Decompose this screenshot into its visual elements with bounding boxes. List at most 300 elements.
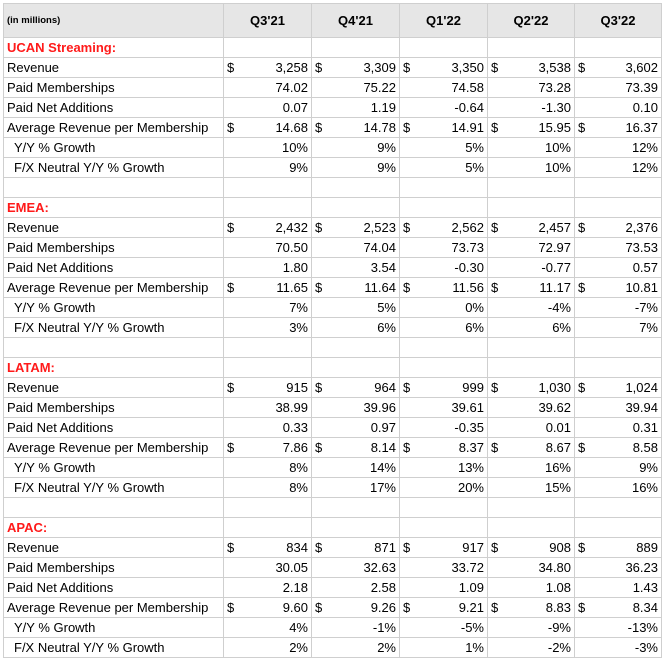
value-cell: 1.08 [488, 578, 575, 598]
value-cell: 0.31 [575, 418, 662, 438]
row-label-average-revenue-per-membership: Average Revenue per Membership [4, 598, 224, 618]
empty-cell [400, 198, 488, 218]
value-cell [488, 378, 575, 398]
currency-cell [315, 540, 396, 555]
empty-cell [312, 198, 400, 218]
currency-cell [491, 440, 571, 455]
currency-symbol: $ [315, 120, 323, 135]
empty-cell [224, 198, 312, 218]
table-row [4, 458, 662, 478]
currency-cell [403, 540, 484, 555]
empty-cell [575, 178, 662, 198]
empty-cell [4, 178, 224, 198]
currency-cell [491, 600, 571, 615]
region-header-row [4, 38, 662, 58]
empty-cell [488, 178, 575, 198]
currency-symbol: $ [578, 540, 586, 555]
currency-cell [227, 600, 308, 615]
row-label-y-y-growth: Y/Y % Growth [4, 138, 224, 158]
value-cell: 7% [575, 318, 662, 338]
currency-symbol: $ [315, 220, 323, 235]
table-row [4, 638, 662, 658]
cell-value: 2,376 [625, 220, 658, 235]
cell-value: 8.37 [458, 440, 484, 455]
value-cell: 38.99 [224, 398, 312, 418]
value-cell [400, 598, 488, 618]
cell-value: 2,562 [451, 220, 484, 235]
table-row [4, 298, 662, 318]
value-cell [575, 598, 662, 618]
table-row [4, 78, 662, 98]
value-cell: 10% [488, 158, 575, 178]
currency-symbol: $ [227, 60, 235, 75]
row-label-f-x-neutral-y-y-growth: F/X Neutral Y/Y % Growth [4, 158, 224, 178]
currency-symbol: $ [578, 120, 586, 135]
currency-symbol: $ [227, 220, 235, 235]
cell-value: 8.67 [545, 440, 571, 455]
currency-symbol: $ [315, 60, 323, 75]
value-cell: 2.58 [312, 578, 400, 598]
value-cell: 6% [400, 318, 488, 338]
value-cell [575, 278, 662, 298]
value-cell [224, 598, 312, 618]
empty-cell [224, 358, 312, 378]
cell-value: 10.81 [625, 280, 658, 295]
value-cell: 73.53 [575, 238, 662, 258]
quarter-header: Q3'22 [575, 4, 662, 38]
value-cell: -0.30 [400, 258, 488, 278]
currency-symbol: $ [403, 540, 411, 555]
value-cell [312, 278, 400, 298]
currency-symbol: $ [491, 220, 499, 235]
currency-symbol: $ [491, 540, 499, 555]
cell-value: 8.14 [370, 440, 396, 455]
empty-cell [575, 38, 662, 58]
table-row [4, 438, 662, 458]
cell-value: 917 [462, 540, 484, 555]
value-cell: 72.97 [488, 238, 575, 258]
currency-cell [491, 280, 571, 295]
value-cell: 4% [224, 618, 312, 638]
value-cell [224, 378, 312, 398]
cell-value: 1,030 [538, 380, 571, 395]
value-cell: -9% [488, 618, 575, 638]
currency-cell [227, 380, 308, 395]
region-header-row [4, 518, 662, 538]
currency-cell [491, 120, 571, 135]
currency-symbol: $ [227, 380, 235, 395]
cell-value: 2,432 [275, 220, 308, 235]
row-label-paid-net-additions: Paid Net Additions [4, 578, 224, 598]
cell-value: 11.64 [364, 280, 396, 295]
currency-symbol: $ [403, 380, 411, 395]
table-row [4, 258, 662, 278]
value-cell: 2% [312, 638, 400, 658]
empty-cell [400, 338, 488, 358]
currency-symbol: $ [315, 280, 323, 295]
table-row [4, 238, 662, 258]
value-cell: 10% [488, 138, 575, 158]
empty-cell [312, 498, 400, 518]
regional-metrics-table [3, 3, 662, 658]
currency-symbol: $ [227, 440, 235, 455]
spacer-row [4, 338, 662, 358]
currency-cell [315, 380, 396, 395]
empty-cell [224, 38, 312, 58]
value-cell [312, 218, 400, 238]
value-cell [400, 218, 488, 238]
currency-symbol: $ [491, 280, 499, 295]
value-cell [312, 378, 400, 398]
value-cell [575, 58, 662, 78]
currency-cell [227, 60, 308, 75]
cell-value: 9.26 [370, 600, 396, 615]
cell-value: 3,258 [275, 60, 308, 75]
value-cell: -1.30 [488, 98, 575, 118]
currency-symbol: $ [315, 380, 323, 395]
cell-value: 11.56 [452, 280, 484, 295]
value-cell [575, 378, 662, 398]
value-cell [312, 118, 400, 138]
value-cell: -0.35 [400, 418, 488, 438]
value-cell: 0.97 [312, 418, 400, 438]
currency-cell [491, 60, 571, 75]
value-cell [224, 278, 312, 298]
header-row [4, 4, 662, 38]
value-cell: -1% [312, 618, 400, 638]
value-cell: 9% [575, 458, 662, 478]
value-cell: 0.07 [224, 98, 312, 118]
value-cell: 1.43 [575, 578, 662, 598]
value-cell: 1.80 [224, 258, 312, 278]
currency-symbol: $ [315, 440, 323, 455]
value-cell: 10% [224, 138, 312, 158]
empty-cell [312, 178, 400, 198]
cell-value: 915 [286, 380, 308, 395]
value-cell: 9% [312, 138, 400, 158]
currency-symbol: $ [403, 60, 411, 75]
value-cell: 8% [224, 478, 312, 498]
cell-value: 1,024 [625, 380, 658, 395]
value-cell: 2% [224, 638, 312, 658]
cell-value: 11.17 [539, 280, 571, 295]
value-cell: 1.19 [312, 98, 400, 118]
value-cell: 5% [400, 138, 488, 158]
value-cell: 39.62 [488, 398, 575, 418]
value-cell [224, 118, 312, 138]
cell-value: 8.83 [545, 600, 571, 615]
row-label-revenue: Revenue [4, 58, 224, 78]
value-cell: 14% [312, 458, 400, 478]
row-label-f-x-neutral-y-y-growth: F/X Neutral Y/Y % Growth [4, 318, 224, 338]
unit-label: (in millions) [4, 4, 224, 38]
value-cell [224, 538, 312, 558]
row-label-average-revenue-per-membership: Average Revenue per Membership [4, 278, 224, 298]
region-name-latam: LATAM: [4, 358, 224, 378]
currency-cell [403, 440, 484, 455]
region-header-row [4, 198, 662, 218]
value-cell: 2.18 [224, 578, 312, 598]
cell-value: 3,350 [451, 60, 484, 75]
table-row [4, 618, 662, 638]
table-row [4, 318, 662, 338]
row-label-f-x-neutral-y-y-growth: F/X Neutral Y/Y % Growth [4, 478, 224, 498]
currency-cell [578, 600, 658, 615]
quarter-header: Q1'22 [400, 4, 488, 38]
empty-cell [575, 358, 662, 378]
empty-cell [312, 338, 400, 358]
value-cell [312, 58, 400, 78]
value-cell: 5% [400, 158, 488, 178]
currency-symbol: $ [491, 440, 499, 455]
row-label-f-x-neutral-y-y-growth: F/X Neutral Y/Y % Growth [4, 638, 224, 658]
currency-cell [491, 540, 571, 555]
quarter-header: Q2'22 [488, 4, 575, 38]
cell-value: 8.58 [632, 440, 658, 455]
value-cell: 3.54 [312, 258, 400, 278]
value-cell: 30.05 [224, 558, 312, 578]
table-row [4, 578, 662, 598]
value-cell: 39.94 [575, 398, 662, 418]
currency-cell [578, 220, 658, 235]
empty-cell [224, 498, 312, 518]
value-cell: 74.58 [400, 78, 488, 98]
value-cell [400, 118, 488, 138]
value-cell: 12% [575, 158, 662, 178]
value-cell: 32.63 [312, 558, 400, 578]
table-row [4, 138, 662, 158]
value-cell: 0.57 [575, 258, 662, 278]
cell-value: 871 [374, 540, 396, 555]
cell-value: 8.34 [632, 600, 658, 615]
currency-symbol: $ [403, 600, 411, 615]
empty-cell [400, 358, 488, 378]
currency-cell [578, 540, 658, 555]
currency-cell [403, 600, 484, 615]
cell-value: 7.86 [282, 440, 308, 455]
value-cell [400, 58, 488, 78]
value-cell: -5% [400, 618, 488, 638]
currency-symbol: $ [491, 120, 499, 135]
spacer-row [4, 498, 662, 518]
value-cell [575, 438, 662, 458]
row-label-paid-memberships: Paid Memberships [4, 558, 224, 578]
currency-symbol: $ [403, 440, 411, 455]
currency-cell [403, 380, 484, 395]
value-cell [488, 58, 575, 78]
cell-value: 3,309 [363, 60, 396, 75]
spacer-row [4, 178, 662, 198]
row-label-paid-net-additions: Paid Net Additions [4, 418, 224, 438]
value-cell: 73.73 [400, 238, 488, 258]
empty-cell [488, 38, 575, 58]
empty-cell [400, 498, 488, 518]
row-label-average-revenue-per-membership: Average Revenue per Membership [4, 438, 224, 458]
value-cell: 9% [312, 158, 400, 178]
value-cell: 6% [312, 318, 400, 338]
empty-cell [575, 338, 662, 358]
value-cell: -2% [488, 638, 575, 658]
value-cell [224, 58, 312, 78]
currency-cell [403, 220, 484, 235]
cell-value: 14.91 [451, 120, 484, 135]
empty-cell [224, 178, 312, 198]
cell-value: 3,602 [625, 60, 658, 75]
value-cell: 7% [224, 298, 312, 318]
value-cell [400, 378, 488, 398]
currency-cell [315, 600, 396, 615]
cell-value: 889 [636, 540, 658, 555]
value-cell [488, 598, 575, 618]
currency-cell [403, 120, 484, 135]
currency-symbol: $ [578, 60, 586, 75]
cell-value: 14.78 [363, 120, 396, 135]
currency-cell [315, 60, 396, 75]
empty-cell [224, 518, 312, 538]
value-cell [312, 438, 400, 458]
currency-cell [578, 120, 658, 135]
empty-cell [4, 498, 224, 518]
table-row [4, 218, 662, 238]
cell-value: 999 [462, 380, 484, 395]
empty-cell [400, 38, 488, 58]
value-cell: 0.10 [575, 98, 662, 118]
value-cell [488, 538, 575, 558]
empty-cell [488, 518, 575, 538]
currency-symbol: $ [403, 220, 411, 235]
row-label-y-y-growth: Y/Y % Growth [4, 298, 224, 318]
value-cell: 34.80 [488, 558, 575, 578]
value-cell: 39.96 [312, 398, 400, 418]
table-row [4, 98, 662, 118]
value-cell: 1.09 [400, 578, 488, 598]
row-label-revenue: Revenue [4, 378, 224, 398]
table-body [4, 4, 662, 658]
currency-symbol: $ [227, 600, 235, 615]
cell-value: 3,538 [538, 60, 571, 75]
value-cell: 74.04 [312, 238, 400, 258]
table-row [4, 398, 662, 418]
value-cell: 39.61 [400, 398, 488, 418]
row-label-revenue: Revenue [4, 538, 224, 558]
value-cell [312, 598, 400, 618]
value-cell: 33.72 [400, 558, 488, 578]
empty-cell [400, 518, 488, 538]
region-name-ucan-streaming: UCAN Streaming: [4, 38, 224, 58]
currency-symbol: $ [315, 540, 323, 555]
row-label-paid-memberships: Paid Memberships [4, 238, 224, 258]
value-cell: 15% [488, 478, 575, 498]
currency-cell [315, 120, 396, 135]
value-cell [400, 438, 488, 458]
cell-value: 9.21 [458, 600, 484, 615]
table-row [4, 158, 662, 178]
value-cell [400, 538, 488, 558]
value-cell: 5% [312, 298, 400, 318]
table-row [4, 378, 662, 398]
empty-cell [312, 38, 400, 58]
currency-cell [578, 380, 658, 395]
value-cell: 9% [224, 158, 312, 178]
empty-cell [575, 198, 662, 218]
table-row [4, 58, 662, 78]
value-cell [575, 218, 662, 238]
empty-cell [575, 518, 662, 538]
empty-cell [312, 358, 400, 378]
empty-cell [488, 198, 575, 218]
value-cell [224, 438, 312, 458]
value-cell [488, 218, 575, 238]
value-cell: 3% [224, 318, 312, 338]
cell-value: 964 [374, 380, 396, 395]
currency-cell [315, 440, 396, 455]
currency-symbol: $ [403, 120, 411, 135]
value-cell: 73.39 [575, 78, 662, 98]
currency-cell [578, 440, 658, 455]
empty-cell [575, 498, 662, 518]
currency-cell [315, 280, 396, 295]
currency-cell [315, 220, 396, 235]
empty-cell [488, 498, 575, 518]
value-cell: 75.22 [312, 78, 400, 98]
empty-cell [400, 178, 488, 198]
currency-symbol: $ [578, 600, 586, 615]
value-cell: 13% [400, 458, 488, 478]
currency-cell [491, 380, 571, 395]
currency-cell [227, 440, 308, 455]
cell-value: 14.68 [275, 120, 308, 135]
value-cell: 73.28 [488, 78, 575, 98]
value-cell: 70.50 [224, 238, 312, 258]
value-cell: 1% [400, 638, 488, 658]
cell-value: 2,457 [538, 220, 571, 235]
value-cell: -0.77 [488, 258, 575, 278]
value-cell: 0% [400, 298, 488, 318]
value-cell [488, 438, 575, 458]
value-cell [575, 538, 662, 558]
cell-value: 15.95 [538, 120, 571, 135]
value-cell: 8% [224, 458, 312, 478]
region-name-emea: EMEA: [4, 198, 224, 218]
value-cell: 74.02 [224, 78, 312, 98]
empty-cell [312, 518, 400, 538]
value-cell [400, 278, 488, 298]
region-header-row [4, 358, 662, 378]
currency-cell [403, 60, 484, 75]
currency-cell [578, 280, 658, 295]
value-cell: -0.64 [400, 98, 488, 118]
row-label-y-y-growth: Y/Y % Growth [4, 618, 224, 638]
empty-cell [4, 338, 224, 358]
currency-cell [227, 280, 308, 295]
cell-value: 834 [286, 540, 308, 555]
currency-cell [403, 280, 484, 295]
currency-symbol: $ [578, 380, 586, 395]
row-label-paid-net-additions: Paid Net Additions [4, 258, 224, 278]
cell-value: 16.37 [625, 120, 658, 135]
currency-cell [491, 220, 571, 235]
table-row [4, 118, 662, 138]
table-row [4, 418, 662, 438]
row-label-paid-net-additions: Paid Net Additions [4, 98, 224, 118]
region-name-apac: APAC: [4, 518, 224, 538]
currency-symbol: $ [227, 120, 235, 135]
table-row [4, 278, 662, 298]
empty-cell [224, 338, 312, 358]
value-cell: 16% [488, 458, 575, 478]
table-row [4, 478, 662, 498]
cell-value: 908 [549, 540, 571, 555]
